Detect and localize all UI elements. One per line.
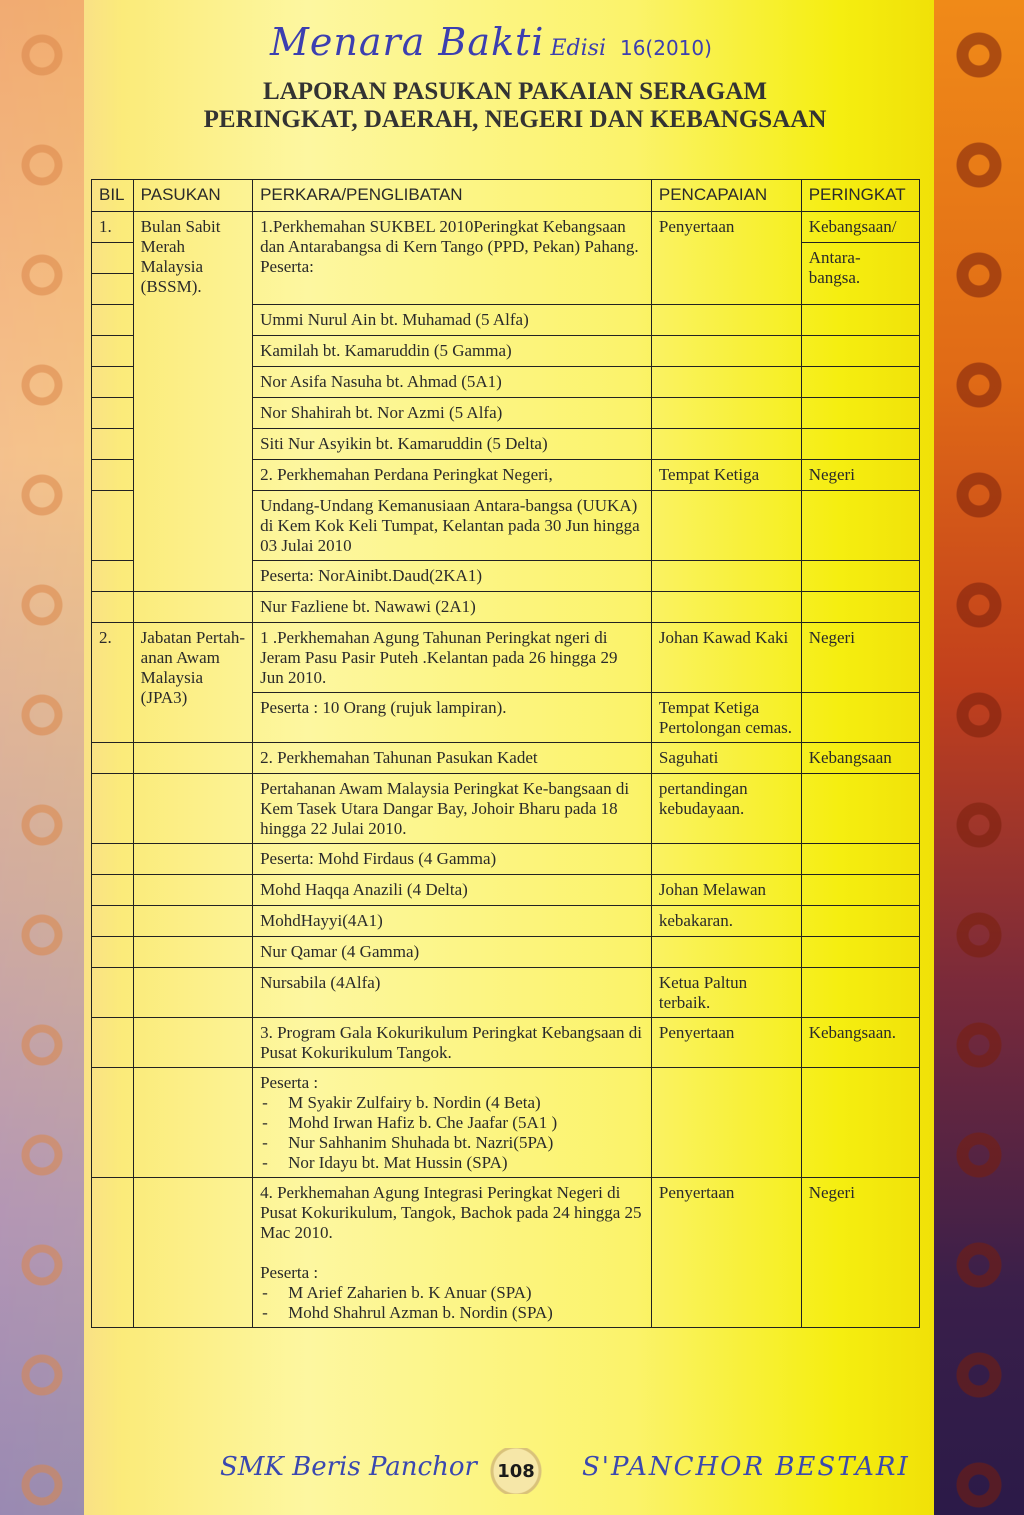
cell-pencapaian	[651, 491, 801, 561]
cell-peringkat	[801, 305, 919, 336]
table-header-row	[92, 180, 920, 212]
cell-peringkat: Kebangsaan.	[801, 1018, 919, 1068]
cell-bil	[92, 774, 134, 844]
table-row	[92, 1018, 920, 1068]
spacer	[260, 1243, 644, 1263]
cell-bil	[92, 243, 134, 274]
cell-pencapaian: Penyertaan	[651, 212, 801, 305]
footer-magazine-name: S'PANCHOR BESTARI	[582, 1452, 910, 1482]
cell-bil	[92, 1178, 134, 1328]
cell-peringkat	[801, 968, 919, 1018]
masthead-edisi: Edisi	[550, 36, 606, 61]
decorative-border-right	[934, 0, 1024, 1515]
cell-perkara: Nur Qamar (4 Gamma)	[253, 937, 652, 968]
table-row	[92, 592, 920, 623]
cell-bil	[92, 1068, 134, 1178]
cell-bil	[92, 968, 134, 1018]
report-table	[91, 179, 920, 1328]
cell-pencapaian	[651, 1068, 801, 1178]
cell-peringkat	[801, 906, 919, 937]
table-row	[92, 212, 920, 243]
cell-pencapaian: Penyertaan	[651, 1178, 801, 1328]
cell-pencapaian	[651, 305, 801, 336]
cell-pencapaian: Johan Kawad Kaki	[651, 623, 801, 693]
cell-pencapaian	[651, 429, 801, 460]
cell-bil	[92, 460, 134, 491]
cell-perkara: Nor Shahirah bt. Nor Azmi (5 Alfa)	[253, 398, 652, 429]
table-row	[92, 1178, 920, 1328]
masthead-brand: Menara Bakti	[270, 20, 545, 64]
peserta-list	[260, 1093, 644, 1173]
cell-bil: 1.	[92, 212, 134, 243]
peserta-list	[260, 1283, 644, 1323]
cell-peringkat	[801, 937, 919, 968]
cell-pencapaian	[651, 367, 801, 398]
cell-peringkat	[801, 429, 919, 460]
cell-bil	[92, 906, 134, 937]
cell-pencapaian: kebakaran.	[651, 906, 801, 937]
cell-peringkat: Kebangsaan/	[801, 212, 919, 243]
page-title-line1: LAPORAN PASUKAN PAKAIAN SERAGAM	[263, 78, 767, 105]
header-perkara: PERKARA/PENGLIBATAN	[253, 180, 652, 212]
peserta-label: Peserta :	[260, 1263, 319, 1282]
list-item: - M Arief Zaharien b. K Anuar (SPA)	[260, 1283, 644, 1303]
page-number-badge	[484, 1448, 548, 1494]
cell-pencapaian: Penyertaan	[651, 1018, 801, 1068]
page-title-line2: PERINGKAT, DAERAH, NEGERI DAN KEBANGSAAN	[203, 106, 827, 133]
cell-bil	[92, 274, 134, 305]
table-row	[92, 743, 920, 774]
table-row	[92, 1068, 920, 1178]
list-item: - Nur Sahhanim Shuhada bt. Nazri(5PA)	[260, 1133, 644, 1153]
cell-bil	[92, 1018, 134, 1068]
cell-peringkat: Antara-bangsa.	[801, 243, 919, 305]
cell-peringkat	[801, 693, 919, 743]
cell-perkara: Siti Nur Asyikin bt. Kamaruddin (5 Delta)	[253, 429, 652, 460]
cell-peringkat	[801, 844, 919, 875]
table-row	[92, 875, 920, 906]
cell-pencapaian	[651, 937, 801, 968]
cell-perkara: Ummi Nurul Ain bt. Muhamad (5 Alfa)	[253, 305, 652, 336]
cell-perkara: Nur Fazliene bt. Nawawi (2A1)	[253, 592, 652, 623]
cell-bil	[92, 844, 134, 875]
cell-pasukan	[133, 1178, 252, 1328]
cell-peringkat	[801, 367, 919, 398]
cell-perkara: 1.Perkhemahan SUKBEL 2010Peringkat Kebangsaan dan Antarabangsa di Kern Tango (PPD, Pekan) Pahang. Peserta:	[253, 212, 652, 305]
cell-perkara: Undang-Undang Kemanusiaan Antara-bangsa (UUKA) di Kem Kok Keli Tumpat, Kelantan pada 30 Jun hingga 03 Julai 2010	[253, 491, 652, 561]
cell-pencapaian	[651, 336, 801, 367]
table-row	[92, 937, 920, 968]
cell-bil	[92, 937, 134, 968]
cell-perkara	[253, 1178, 652, 1328]
cell-bil: 2.	[92, 623, 134, 743]
cell-peringkat	[801, 1068, 919, 1178]
table-row	[92, 774, 920, 844]
cell-peringkat: Negeri	[801, 623, 919, 693]
header-peringkat: PERINGKAT	[801, 180, 919, 212]
cell-bil	[92, 592, 134, 623]
table-row	[92, 968, 920, 1018]
cell-perkara: 1 .Perkhemahan Agung Tahunan Peringkat ngeri di Jeram Pasu Pasir Puteh .Kelantan pada 26 hingga 29 Jun 2010.	[253, 623, 652, 693]
cell-bil	[92, 561, 134, 592]
list-item: - Mohd Shahrul Azman b. Nordin (SPA)	[260, 1303, 644, 1323]
cell-peringkat	[801, 774, 919, 844]
cell-pasukan	[133, 937, 252, 968]
cell-pasukan: Bulan Sabit Merah Malaysia (BSSM).	[133, 212, 252, 592]
cell-perkara	[253, 1068, 652, 1178]
cell-peringkat	[801, 875, 919, 906]
cell-pasukan	[133, 875, 252, 906]
cell-bil	[92, 367, 134, 398]
cell-bil	[92, 336, 134, 367]
table-row	[92, 623, 920, 693]
cell-perkara: Pertahanan Awam Malaysia Peringkat Ke-bangsaan di Kem Tasek Utara Dangar Bay, Johoir Bharu pada 18 hingga 22 Julai 2010.	[253, 774, 652, 844]
cell-pencapaian	[651, 561, 801, 592]
header-bil: BIL	[92, 180, 134, 212]
page-number: 108	[497, 1460, 535, 1482]
cell-peringkat	[801, 491, 919, 561]
cell-pencapaian: Johan Melawan	[651, 875, 801, 906]
cell-perkara: Kamilah bt. Kamaruddin (5 Gamma)	[253, 336, 652, 367]
cell-perkara: Peserta : 10 Orang (rujuk lampiran).	[253, 693, 652, 743]
cell-peringkat: Negeri	[801, 1178, 919, 1328]
cell-perkara: 2. Perkhemahan Tahunan Pasukan Kadet	[253, 743, 652, 774]
list-item: - M Syakir Zulfairy b. Nordin (4 Beta)	[260, 1093, 644, 1113]
cell-pasukan	[133, 844, 252, 875]
header-pasukan: PASUKAN	[133, 180, 252, 212]
table-row	[92, 844, 920, 875]
cell-peringkat	[801, 592, 919, 623]
cell-perkara: 3. Program Gala Kokurikulum Peringkat Kebangsaan di Pusat Kokurikulum Tangok.	[253, 1018, 652, 1068]
cell-pencapaian: Tempat Ketiga Pertolongan cemas.	[651, 693, 801, 743]
cell-pencapaian: pertandingan kebudayaan.	[651, 774, 801, 844]
cell-peringkat	[801, 398, 919, 429]
cell-perkara: Peserta: NorAinibt.Daud(2KA1)	[253, 561, 652, 592]
cell-pencapaian: Tempat Ketiga	[651, 460, 801, 491]
cell-pasukan	[133, 968, 252, 1018]
cell-bil	[92, 491, 134, 561]
list-item: - Mohd Irwan Hafiz b. Che Jaafar (5A1 )	[260, 1113, 644, 1133]
cell-perkara: MohdHayyi(4A1)	[253, 906, 652, 937]
cell-peringkat: Negeri	[801, 460, 919, 491]
cell-pencapaian	[651, 398, 801, 429]
cell-bil	[92, 305, 134, 336]
cell-pasukan	[133, 743, 252, 774]
cell-pasukan	[133, 774, 252, 844]
header-pencapaian: PENCAPAIAN	[651, 180, 801, 212]
cell-bil	[92, 429, 134, 460]
footer-school-name: SMK Beris Panchor	[220, 1452, 477, 1482]
list-item: - Nor Idayu bt. Mat Hussin (SPA)	[260, 1153, 644, 1173]
cell-perkara: Peserta: Mohd Firdaus (4 Gamma)	[253, 844, 652, 875]
cell-perkara: 2. Perkhemahan Perdana Peringkat Negeri,	[253, 460, 652, 491]
cell-pasukan	[133, 1018, 252, 1068]
cell-pencapaian	[651, 592, 801, 623]
cell-perkara: Nor Asifa Nasuha bt. Ahmad (5A1)	[253, 367, 652, 398]
activity-text: 4. Perkhemahan Agung Integrasi Peringkat Negeri di Pusat Kokurikulum, Tangok, Bachok pada 24 hingga 25 Mac 2010.	[260, 1183, 642, 1242]
decorative-border-left	[0, 0, 84, 1515]
cell-bil	[92, 743, 134, 774]
peserta-label: Peserta :	[260, 1073, 319, 1092]
cell-pencapaian: Ketua Paltun terbaik.	[651, 968, 801, 1018]
cell-pencapaian	[651, 844, 801, 875]
cell-peringkat: Kebangsaan	[801, 743, 919, 774]
cell-pasukan: Jabatan Pertah-anan Awam Malaysia (JPA3)	[133, 623, 252, 743]
cell-pencapaian: Saguhati	[651, 743, 801, 774]
cell-pasukan	[133, 1068, 252, 1178]
cell-bil	[92, 875, 134, 906]
table-row	[92, 906, 920, 937]
cell-pasukan	[133, 592, 252, 623]
cell-pasukan	[133, 906, 252, 937]
magazine-masthead	[270, 20, 790, 64]
cell-bil	[92, 398, 134, 429]
cell-perkara: Mohd Haqqa Anazili (4 Delta)	[253, 875, 652, 906]
cell-peringkat	[801, 561, 919, 592]
masthead-issue: 16(2010)	[619, 36, 712, 60]
cell-perkara: Nursabila (4Alfa)	[253, 968, 652, 1018]
cell-peringkat	[801, 336, 919, 367]
